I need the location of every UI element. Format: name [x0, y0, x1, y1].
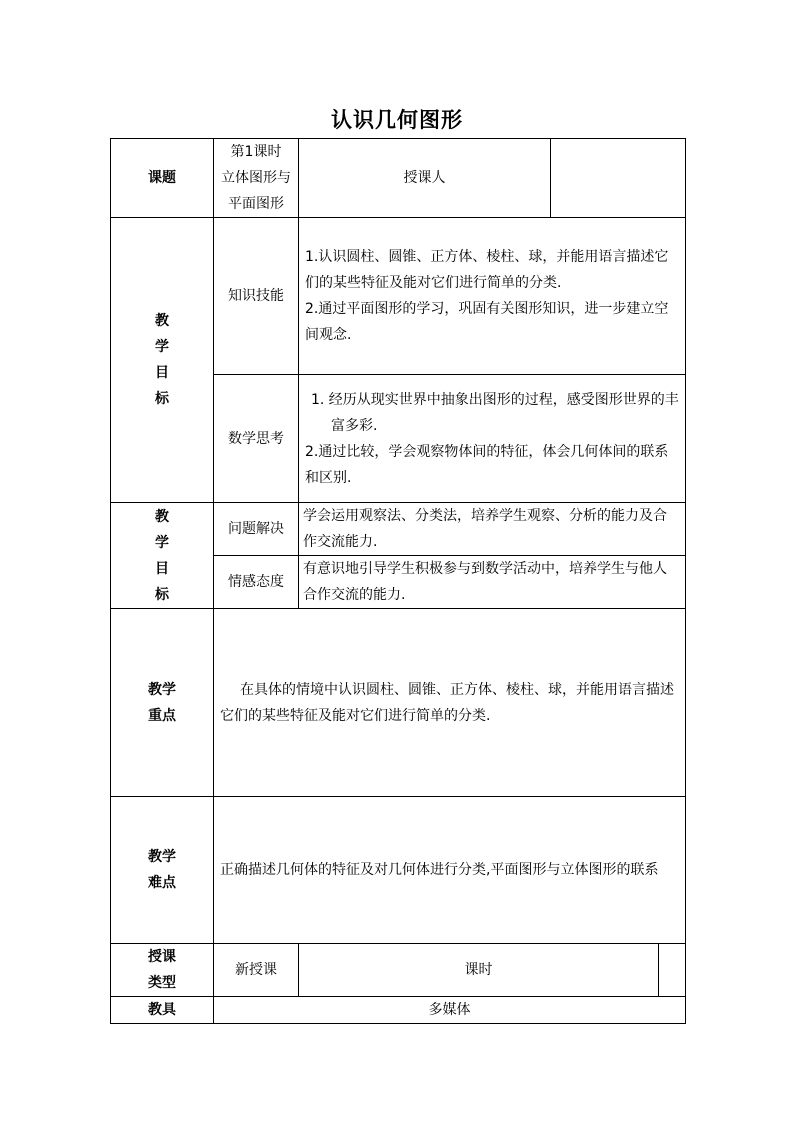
tools-row — [111, 997, 686, 1024]
objectives-label-a: 教 学 目 标 — [111, 218, 214, 503]
hours-label: 课时 — [299, 944, 659, 997]
difficulties-label: 教学 难点 — [111, 797, 214, 944]
problem-text: 学会运用观察法、分类法，培养学生观察、分析的能力及合作交流能力. — [299, 503, 686, 556]
knowledge-row — [111, 218, 686, 375]
lesson-type-value: 新授课 — [214, 944, 299, 997]
knowledge-text: 1.认识圆柱、圆锥、正方体、棱柱、球，并能用语言描述它们的某些特征及能对它们进行简单的分类. 2.通过平面图形的学习，巩固有关图形知识，进一步建立空间观念. — [299, 218, 686, 375]
difficulties-text: 正确描述几何体的特征及对几何体进行分类,平面图形与立体图形的联系 — [214, 797, 686, 944]
thinking-text: 1. 经历从现实世界中抽象出图形的过程，感受图形世界的丰富多彩. 2.通过比较，学会观察物体间的特征，体会几何体间的联系和区别. — [299, 375, 686, 503]
thinking-label: 数学思考 — [214, 375, 299, 503]
tools-value: 多媒体 — [214, 997, 686, 1024]
emotion-text: 有意识地引导学生积极参与到数学活动中，培养学生与他人合作交流的能力. — [299, 556, 686, 609]
objectives-label-b: 教 学 目 标 — [111, 503, 214, 609]
document-title: 认识几何图形 — [331, 108, 463, 132]
lesson-plan-table — [110, 138, 686, 1024]
tools-label: 教具 — [111, 997, 214, 1024]
teacher-value — [551, 139, 686, 218]
lesson-type-label: 授课 类型 — [111, 944, 214, 997]
lesson-type-row — [111, 944, 686, 997]
emotion-label: 情感态度 — [214, 556, 299, 609]
key-points-row — [111, 609, 686, 797]
difficulties-row — [111, 797, 686, 944]
key-points-text: 在具体的情境中认识圆柱、圆锥、正方体、棱柱、球，并能用语言描述它们的某些特征及能对它们进行简单的分类. — [214, 609, 686, 797]
problem-label: 问题解决 — [214, 503, 299, 556]
knowledge-label: 知识技能 — [214, 218, 299, 375]
subject-row — [111, 139, 686, 218]
problem-row — [111, 503, 686, 556]
teacher-label: 授课人 — [299, 139, 551, 218]
subject-label: 课题 — [111, 139, 214, 218]
hours-value — [659, 944, 686, 997]
subject-value: 第1课时 立体图形与 平面图形 — [214, 139, 299, 218]
key-points-label: 教学 重点 — [111, 609, 214, 797]
